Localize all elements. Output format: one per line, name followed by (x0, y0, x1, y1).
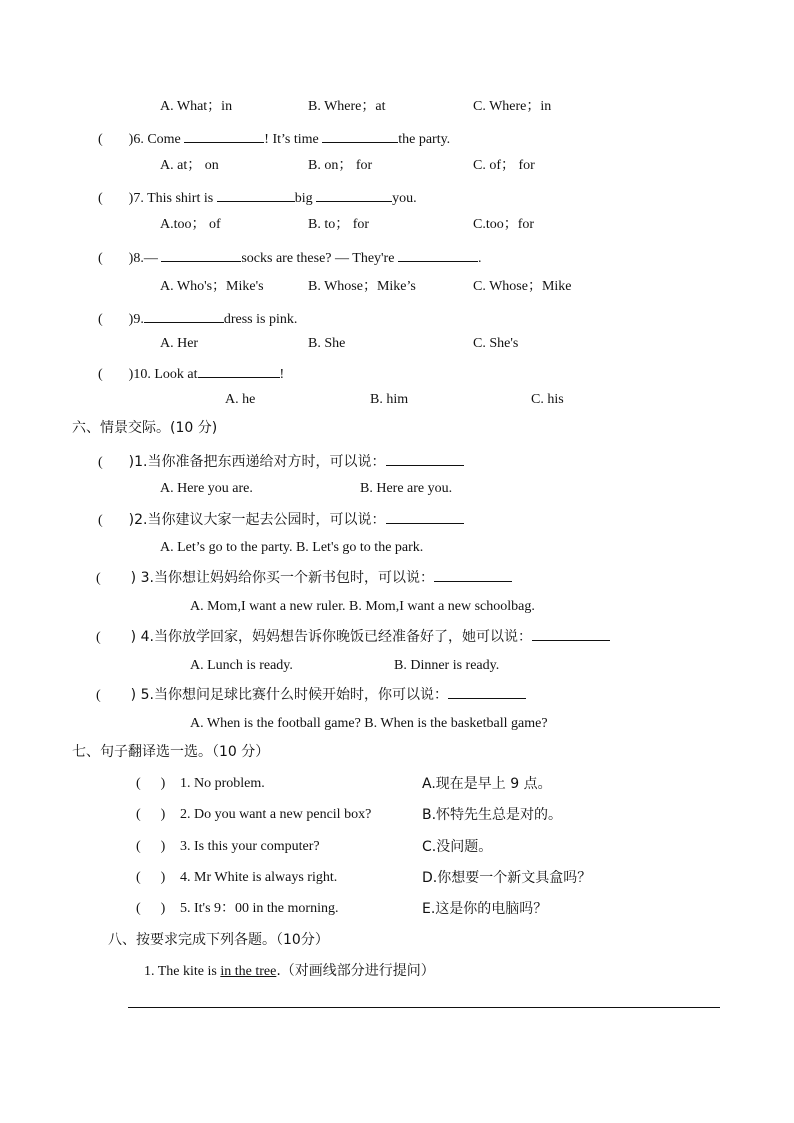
answer-blank[interactable] (198, 363, 280, 378)
sec7-en-5: 5. It's 9：00 in the morning. (180, 901, 339, 916)
sec7-row-4: ( ) (136, 870, 166, 885)
sec6-q5: ( ) 5.当你想问足球比赛什么时候开始时，你可以说： (96, 684, 526, 705)
sec8-q1: 1. The kite is in the tree.（对画线部分进行提问） (144, 963, 435, 979)
answer-paren[interactable]: ( (96, 571, 101, 586)
answer-blank[interactable] (184, 128, 264, 143)
answer-blank[interactable] (434, 567, 512, 582)
answer-blank[interactable] (161, 247, 241, 262)
q5-option-c: C. Where；in (473, 99, 552, 114)
q10-stem: ( )10. Look at ! (98, 363, 284, 384)
sec6-q1-option-a: A. Here you are. (160, 481, 253, 496)
answer-line[interactable] (128, 1007, 720, 1008)
answer-blank[interactable] (398, 247, 478, 262)
answer-blank[interactable] (448, 684, 526, 699)
sec6-q1: ( )1.当你准备把东西递给对方时，可以说： (98, 451, 464, 472)
answer-blank[interactable] (316, 187, 392, 202)
q9-option-b: B. She (308, 336, 346, 351)
sec7-cn-c: C.没问题。 (422, 839, 493, 855)
answer-paren[interactable]: ( (98, 367, 103, 382)
answer-blank[interactable] (217, 187, 295, 202)
section-6-title: 六、情景交际。(10 分) (72, 420, 218, 436)
answer-paren[interactable]: ( (96, 630, 101, 645)
sec7-cn-d: D.你想要一个新文具盒吗？ (422, 870, 592, 886)
q7-option-b: B. to； for (308, 217, 370, 232)
underlined-phrase: in the tree (220, 964, 277, 979)
sec6-q5-options: A. When is the football game? B. When is the basketball game? (190, 716, 548, 731)
answer-blank[interactable] (144, 308, 224, 323)
q6-stem: ( )6. Come ! It’s time the party. (98, 128, 450, 149)
q6-option-c: C. of； for (473, 158, 535, 173)
answer-paren[interactable]: ( (136, 870, 141, 885)
sec7-en-2: 2. Do you want a new pencil box? (180, 807, 372, 822)
q7-option-a: A.too； of (160, 217, 221, 232)
answer-blank[interactable] (386, 451, 464, 466)
answer-paren[interactable]: ( (98, 513, 103, 528)
section-7-title: 七、句子翻译选一选。（10 分） (72, 744, 270, 760)
q10-option-a: A. he (225, 392, 256, 407)
sec7-en-1: 1. No problem. (180, 776, 265, 791)
q7-stem: ( )7. This shirt is big you. (98, 187, 417, 208)
answer-paren[interactable]: ( (136, 776, 141, 791)
answer-paren[interactable]: ( (136, 901, 141, 916)
sec7-en-3: 3. Is this your computer? (180, 839, 320, 854)
sec7-cn-b: B.怀特先生总是对的。 (422, 807, 563, 823)
sec6-q4-option-b: B. Dinner is ready. (394, 658, 500, 673)
q10-option-b: B. him (370, 392, 409, 407)
answer-paren[interactable]: ( (136, 839, 141, 854)
answer-paren[interactable]: ( (98, 132, 103, 147)
sec7-row-2: ( ) (136, 807, 166, 822)
q8-option-b: B. Whose；Mike’s (308, 279, 416, 294)
sec6-q3: ( ) 3.当你想让妈妈给你买一个新书包时，可以说： (96, 567, 512, 588)
q7-option-c: C.too；for (473, 217, 535, 232)
sec6-q4-option-a: A. Lunch is ready. (190, 658, 293, 673)
answer-blank[interactable] (532, 626, 610, 641)
q5-option-a: A. What；in (160, 99, 233, 114)
answer-paren[interactable]: ( (96, 688, 101, 703)
q9-option-a: A. Her (160, 336, 199, 351)
answer-blank[interactable] (322, 128, 398, 143)
q8-stem: ( )8.— socks are these? — They're . (98, 247, 481, 268)
answer-paren[interactable]: ( (98, 312, 103, 327)
sec6-q2: ( )2.当你建议大家一起去公园时，可以说： (98, 509, 464, 530)
q9-option-c: C. She's (473, 336, 519, 351)
q8-option-c: C. Whose；Mike (473, 279, 572, 294)
sec6-q4: ( ) 4.当你放学回家，妈妈想告诉你晚饭已经准备好了，她可以说： (96, 626, 610, 647)
q6-option-b: B. on； for (308, 158, 373, 173)
q8-option-a: A. Who's；Mike's (160, 279, 264, 294)
sec6-q1-option-b: B. Here are you. (360, 481, 453, 496)
q5-option-b: B. Where；at (308, 99, 386, 114)
q10-option-c: C. his (531, 392, 564, 407)
sec7-row-3: ( ) (136, 839, 166, 854)
sec7-cn-a: A.现在是早上 9 点。 (422, 776, 552, 792)
q6-option-a: A. at； on (160, 158, 219, 173)
answer-blank[interactable] (386, 509, 464, 524)
answer-paren[interactable]: ( (98, 251, 103, 266)
sec7-row-5: ( ) (136, 901, 166, 916)
sec6-q2-options: A. Let’s go to the party. B. Let's go to the park. (160, 540, 424, 555)
answer-paren[interactable]: ( (136, 807, 141, 822)
q9-stem: ( )9. dress is pink. (98, 308, 297, 329)
answer-paren[interactable]: ( (98, 191, 103, 206)
sec7-en-4: 4. Mr White is always right. (180, 870, 338, 885)
sec7-row-1: ( ) (136, 776, 166, 791)
answer-paren[interactable]: ( (98, 455, 103, 470)
section-8-title: 八、按要求完成下列各题。（10分） (108, 932, 329, 948)
sec7-cn-e: E.这是你的电脑吗？ (422, 901, 548, 917)
sec6-q3-options: A. Mom,I want a new ruler. B. Mom,I want a new schoolbag. (190, 599, 535, 614)
